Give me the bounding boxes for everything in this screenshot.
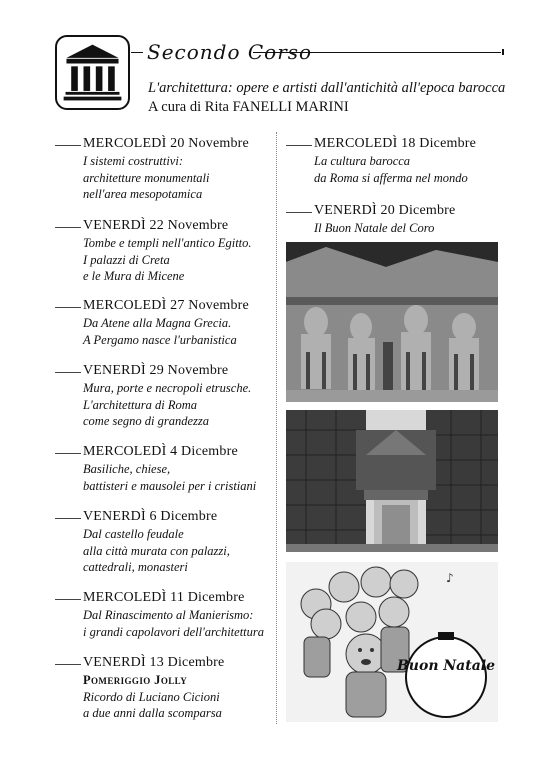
lesson-description: Dal castello feudale alla città murata con palazzi, cattedrali, monasteri bbox=[83, 527, 230, 574]
lesson-day: MERCOLEDÌ 18 Dicembre bbox=[314, 136, 477, 151]
buon-natale-ornament-text: Buon Natale bbox=[396, 658, 496, 674]
lesson-description: I sistemi costruttivi: architetture monumentali nell'area mesopotamica bbox=[83, 154, 210, 201]
lion-gate-photo bbox=[286, 410, 498, 552]
lesson-description: Da Atene alla Magna Grecia. A Pergamo nasce l'urbanistica bbox=[83, 316, 237, 347]
lesson-day: MERCOLEDÌ 27 Novembre bbox=[83, 298, 249, 313]
lesson-description: Tombe e templi nell'antico Egitto. I palazzi di Creta e le Mura di Micene bbox=[83, 236, 252, 283]
course-title-row bbox=[131, 40, 501, 64]
lesson-day: MERCOLEDÌ 11 Dicembre bbox=[83, 590, 245, 605]
title-rule bbox=[253, 52, 501, 53]
course-curator: A cura di Rita FANELLI MARINI bbox=[148, 99, 349, 115]
column-divider bbox=[276, 132, 277, 724]
temple-logo-icon bbox=[55, 35, 130, 110]
lesson-day: VENERDÌ 22 Novembre bbox=[83, 218, 229, 233]
egyptian-temple-photo bbox=[286, 242, 498, 402]
course-title: Secondo Corso bbox=[147, 40, 313, 64]
lesson-day: VENERDÌ 20 Dicembre bbox=[314, 203, 456, 218]
lesson-description: La cultura barocca da Roma si afferma nel mondo bbox=[314, 154, 468, 185]
lesson-day: VENERDÌ 29 Novembre bbox=[83, 363, 229, 378]
lesson-description: Basiliche, chiese, battisteri e mausolei per i cristiani bbox=[83, 462, 257, 493]
lesson-description: Mura, porte e necropoli etrusche. L'architettura di Roma come segno di grandezza bbox=[83, 381, 252, 428]
lesson-day: VENERDÌ 13 Dicembre bbox=[83, 655, 225, 670]
lesson-description: Pomeriggio Jolly Ricordo di Luciano Cicioni a due anni dalla scomparsa bbox=[83, 673, 222, 720]
christmas-choir-illustration bbox=[286, 562, 498, 722]
lesson-day: MERCOLEDÌ 20 Novembre bbox=[83, 136, 249, 151]
svg-text:♪: ♪ bbox=[446, 571, 454, 585]
lesson-note: Pomeriggio Jolly bbox=[83, 673, 188, 687]
lesson-description: Dal Rinascimento al Manierismo: i grandi capolavori dell'architettura bbox=[83, 608, 265, 639]
lesson-day: VENERDÌ 6 Dicembre bbox=[83, 509, 218, 524]
course-subtitle: L'architettura: opere e artisti dall'antichità all'epoca barocca bbox=[148, 80, 506, 96]
lesson-day: MERCOLEDÌ 4 Dicembre bbox=[83, 444, 238, 459]
lesson-description: Il Buon Natale del Coro bbox=[314, 221, 435, 235]
